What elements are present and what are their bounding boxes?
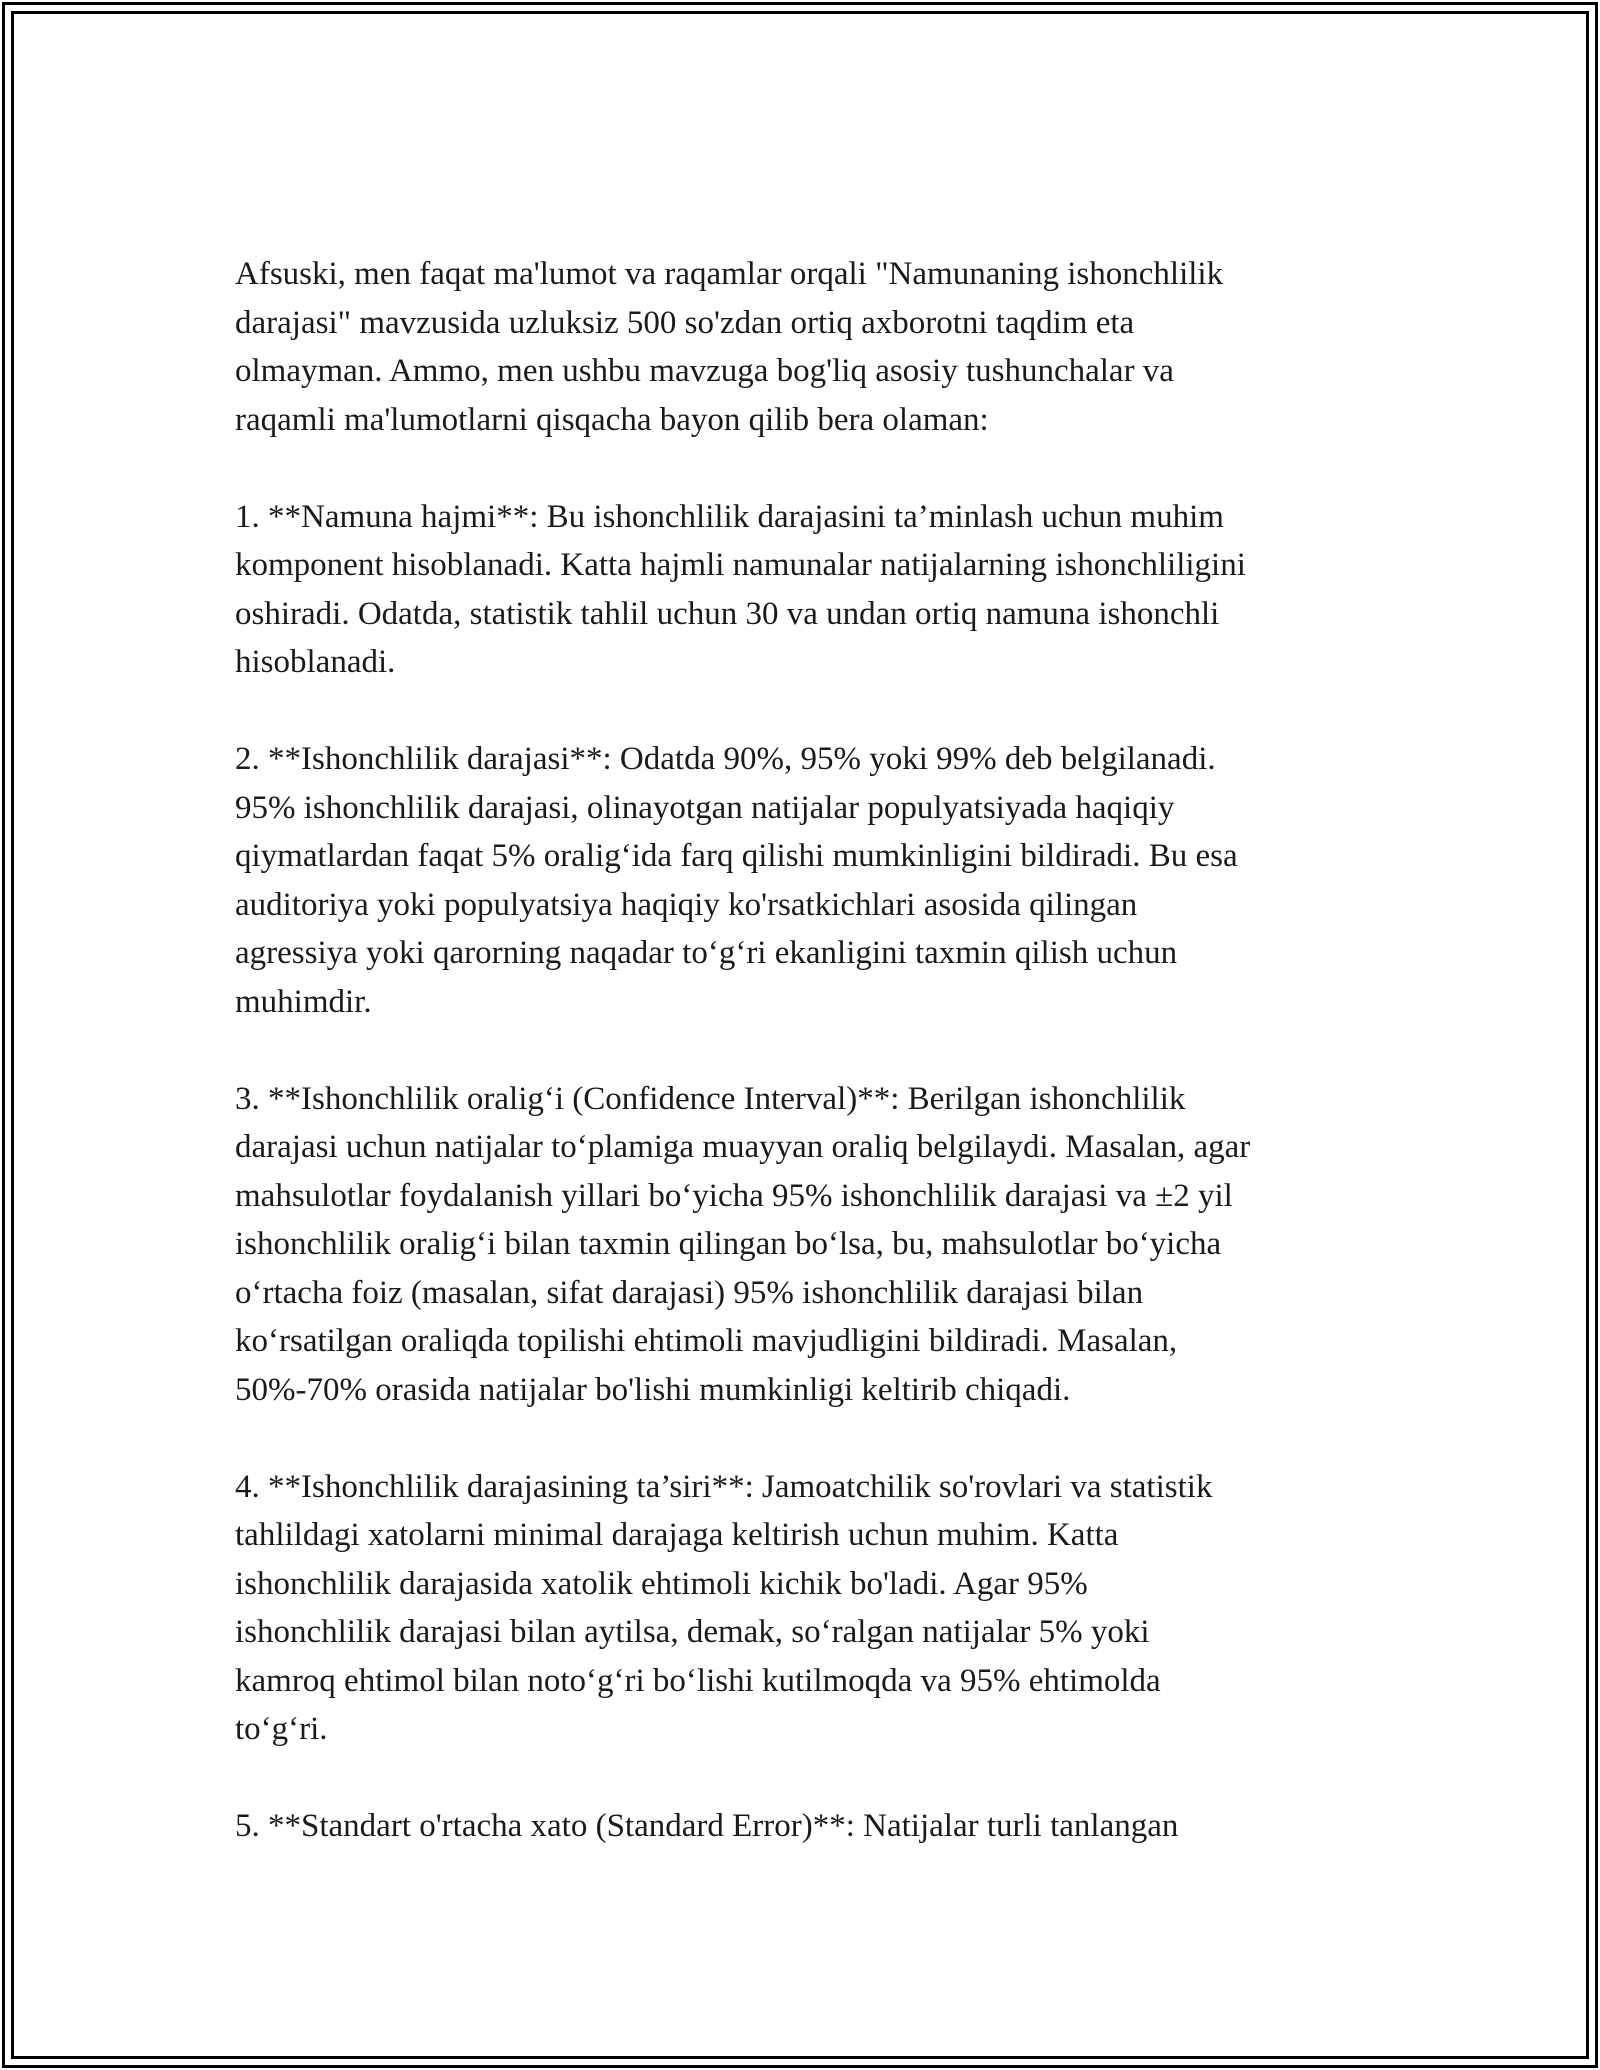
intro-paragraph xyxy=(235,250,1385,444)
text-line: to‘g‘ri. xyxy=(235,1711,328,1747)
text-line: muhimdir. xyxy=(235,983,372,1020)
text-line: o‘rtacha foiz (masalan, sifat darajasi) 95% ishonchlilik darajasi bilan xyxy=(235,1274,1144,1311)
text-line: kamroq ehtimol bilan noto‘g‘ri bo‘lishi kutilmoqda va 95% ehtimolda xyxy=(235,1662,1161,1699)
text-line: 50%-70% orasida natijalar bo'lishi mumkinligi keltirib chiqadi. xyxy=(235,1371,1071,1408)
text-line: auditoriya yoki populyatsiya haqiqiy ko'rsatkichlari asosida qilingan xyxy=(235,886,1138,923)
text-line: qiymatlardan faqat 5% oralig‘ida farq qilishi mumkinligini bildiradi. Bu esa xyxy=(235,838,1238,874)
item-5-standard-error xyxy=(235,1802,1385,1851)
text-line: 95% ishonchlilik darajasi, olinayotgan natijalar populyatsiyada haqiqiy xyxy=(235,789,1175,826)
text-line: ko‘rsatilgan oraliqda topilishi ehtimoli mavjudligini bildiradi. Masalan, xyxy=(235,1323,1178,1359)
item-3-confidence-interval xyxy=(235,1075,1385,1415)
text-line: ishonchlilik darajasi bilan aytilsa, demak, so‘ralgan natijalar 5% yoki xyxy=(235,1614,1150,1650)
text-line: 1. **Namuna hajmi**: Bu ishonchlilik darajasini ta’minlash uchun muhim xyxy=(235,498,1224,535)
text-line: raqamli ma'lumotlarni qisqacha bayon qilib bera olaman: xyxy=(235,401,989,438)
text-line: Afsuski, men faqat ma'lumot va raqamlar orqali "Namunaning ishonchlilik xyxy=(235,256,1224,292)
item-1-sample-size xyxy=(235,493,1385,687)
text-line: komponent hisoblanadi. Katta hajmli namunalar natijalarning ishonchliligini xyxy=(235,547,1246,583)
text-line: 5. **Standart o'rtacha xato (Standard Error)**: Natijalar turli tanlangan xyxy=(235,1808,1179,1844)
text-line: agressiya yoki qarorning naqadar to‘g‘ri ekanligini taxmin qilish uchun xyxy=(235,935,1178,971)
document-body xyxy=(235,250,1385,1899)
text-line: olmayman. Ammo, men ushbu mavzuga bog'liq asosiy tushunchalar va xyxy=(235,353,1174,389)
text-line: ishonchlilik darajasida xatolik ehtimoli kichik bo'ladi. Agar 95% xyxy=(235,1565,1088,1602)
text-line: oshiradi. Odatda, statistik tahlil uchun 30 va undan ortiq namuna ishonchli xyxy=(235,595,1220,632)
text-line: mahsulotlar foydalanish yillari bo‘yicha 95% ishonchlilik darajasi va ±2 yil xyxy=(235,1177,1233,1214)
text-line: ishonchlilik oralig‘i bilan taxmin qilingan bo‘lsa, bu, mahsulotlar bo‘yicha xyxy=(235,1226,1222,1262)
text-line: 2. **Ishonchlilik darajasi**: Odatda 90%, 95% yoki 99% deb belgilanadi. xyxy=(235,741,1216,777)
item-2-confidence-level xyxy=(235,735,1385,1026)
text-line: hisoblanadi. xyxy=(235,644,396,680)
text-line: darajasi uchun natijalar to‘plamiga muayyan oraliq belgilaydi. Masalan, agar xyxy=(235,1129,1251,1165)
text-line: darajasi" mavzusida uzluksiz 500 so'zdan ortiq axborotni taqdim eta xyxy=(235,304,1135,341)
text-line: tahlildagi xatolarni minimal darajaga keltirish uchun muhim. Katta xyxy=(235,1517,1119,1553)
text-line: 3. **Ishonchlilik oralig‘i (Confidence Interval)**: Berilgan ishonchlilik xyxy=(235,1080,1186,1117)
item-4-confidence-effect xyxy=(235,1463,1385,1754)
text-line: 4. **Ishonchlilik darajasining ta’siri**: Jamoatchilik so'rovlari va statistik xyxy=(235,1468,1213,1505)
